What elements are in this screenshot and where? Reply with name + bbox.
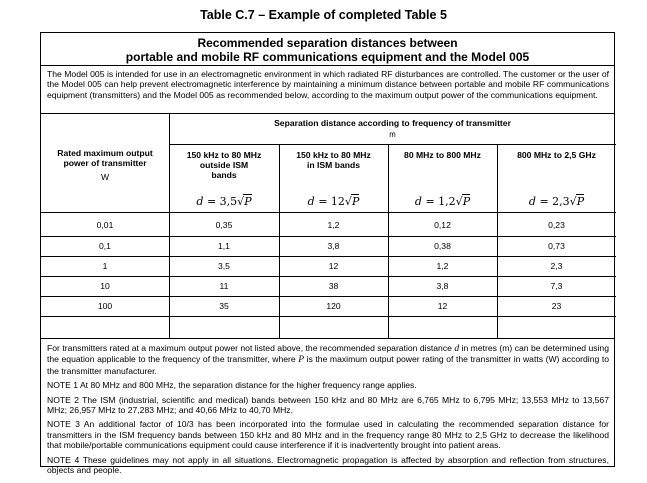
table-cell: 0,23 bbox=[548, 220, 565, 230]
table-cell: 3,8 bbox=[436, 281, 449, 291]
formula-col-2: d = 12√P bbox=[307, 195, 360, 208]
intro-paragraph: The Model 005 is intended for use in an electromagnetic environment in which radiated RF disturbances are controlled. The customer or the user of the Model 005 can help prevent electromagnetic interference by maintaining a minimum distance between portable and mobile RF communications equipment (transmitters) and the Model 005 as recommended below, according to the maximum output power of the communications equipment. bbox=[47, 69, 609, 100]
table-cell: 10 bbox=[100, 281, 110, 291]
notes-section bbox=[47, 343, 609, 479]
table-cell: 1,2 bbox=[436, 261, 449, 271]
row-divider bbox=[169, 144, 616, 145]
note-var-d: d bbox=[454, 344, 460, 354]
formula-sym: P bbox=[576, 195, 585, 208]
table-cell: 3,5 bbox=[218, 261, 230, 271]
col1-label-line: bands bbox=[211, 170, 237, 180]
column-header-3 bbox=[388, 150, 497, 160]
table-cell: 0,01 bbox=[96, 220, 114, 230]
separation-table bbox=[40, 32, 615, 476]
table-cell: 0,1 bbox=[99, 241, 111, 251]
formula-sym: P bbox=[244, 195, 252, 208]
distance-grid bbox=[41, 113, 614, 339]
rated-header-unit: W bbox=[100, 172, 110, 182]
column-header-4 bbox=[497, 150, 616, 160]
table-cell: 1,2 bbox=[327, 220, 340, 230]
formula-coef: 1,2 bbox=[438, 195, 456, 208]
column-header-1 bbox=[169, 150, 279, 180]
table-cell: 0,73 bbox=[548, 241, 565, 251]
col1-label-line: outside ISM bbox=[199, 160, 249, 170]
note-var-p: P bbox=[298, 355, 305, 366]
table-cell: 3,8 bbox=[327, 241, 340, 251]
table-cell: 1 bbox=[102, 261, 108, 271]
row-divider bbox=[41, 256, 616, 257]
separation-header: Separation distance according to frequency of transmitter bbox=[274, 118, 511, 128]
heading-line-1: Recommended separation distances between bbox=[197, 36, 458, 50]
heading-line-2: portable and mobile RF communications equipment and the Model 005 bbox=[125, 50, 530, 64]
note-1: NOTE 1 At 80 MHz and 800 MHz, the separation distance for the higher frequency range applies. bbox=[47, 380, 417, 391]
row-divider bbox=[41, 316, 616, 317]
note-text: For transmitters rated at a maximum output power not listed above, the recommended separation distance bbox=[47, 343, 455, 353]
formula-sym: P bbox=[351, 195, 360, 208]
formula-coef: 2,3 bbox=[552, 195, 570, 208]
table-cell: 12 bbox=[328, 261, 339, 271]
note-4: NOTE 4 These guidelines may not apply in all situations. Electromagnetic propagation is affected by absorption and reflection from structures, objects and people. bbox=[47, 454, 609, 476]
col2-label-line: in ISM bands bbox=[307, 160, 360, 170]
table-cell: 11 bbox=[219, 281, 229, 291]
rated-power-header bbox=[41, 148, 169, 182]
table-cell: 7,3 bbox=[550, 281, 563, 291]
table-cell: 35 bbox=[219, 301, 229, 311]
col4-label-line: 800 MHz to 2,5 GHz bbox=[517, 150, 596, 160]
row-divider bbox=[41, 296, 616, 297]
formula-coef: 3,5 bbox=[219, 195, 238, 208]
formula-var: d bbox=[528, 195, 536, 208]
note-3: NOTE 3 An additional factor of 10/3 has been incorporated into the formulae used in calculating the recommended separation distance for transmitters in the ISM frequency bands between 150 kHz and 80 MHz and in the frequency range 80 MHz to 2,5 GHz to decrease the likelihood that mobile/portable communications equipment could cause interference if it is inadvertently brought into patient areas. bbox=[47, 419, 609, 451]
formula-col-3: d = 1,2√P bbox=[414, 195, 471, 208]
row-divider bbox=[41, 212, 616, 213]
note-text: in metres (m) can be determined using the equation applicable to the frequency of the transmitter, where bbox=[47, 343, 609, 365]
col2-label-line: 150 kHz to 80 MHz bbox=[296, 150, 371, 160]
formula-coef: 12 bbox=[330, 195, 345, 208]
table-cell: 120 bbox=[326, 301, 341, 311]
rated-header-line-2: power of transmitter bbox=[63, 158, 147, 168]
table-cell: 2,3 bbox=[550, 261, 563, 271]
formula-var: d bbox=[196, 195, 204, 208]
table-cell: 1,1 bbox=[218, 241, 230, 251]
formula-var: d bbox=[307, 195, 315, 208]
formula-col-4: d = 2,3√P bbox=[528, 195, 585, 208]
formula-sym: P bbox=[462, 195, 471, 208]
table-cell: 100 bbox=[97, 301, 113, 311]
table-cell: 0,38 bbox=[434, 241, 451, 251]
formula-var: d bbox=[414, 195, 422, 208]
table-heading bbox=[41, 33, 614, 66]
column-header-2 bbox=[279, 150, 388, 170]
table-cell: 12 bbox=[437, 301, 448, 311]
note-2: NOTE 2 The ISM (industrial, scientific and medical) bands between 150 kHz and 80 MHz are 6,765 MHz to 6,795 MHz; 13,553 MHz to 13,567 MHz; 26,957 MHz to 27,283 MHz; and 40,66 MHz to 40,70 MHz. bbox=[47, 394, 609, 416]
note-text: is the maximum output power rating of the transmitter in watts (W) according to the transmitter manufacturer. bbox=[47, 354, 609, 376]
notes-paragraph bbox=[47, 343, 609, 376]
table-cell: 0,35 bbox=[215, 220, 233, 230]
col1-label-line: 150 kHz to 80 MHz bbox=[186, 150, 262, 160]
table-caption: Table C.7 – Example of completed Table 5 bbox=[200, 8, 447, 22]
row-divider bbox=[41, 276, 616, 277]
table-cell: 38 bbox=[328, 281, 339, 291]
row-divider bbox=[41, 236, 616, 237]
col3-label-line: 80 MHz to 800 MHz bbox=[404, 150, 481, 160]
separation-unit: m bbox=[389, 130, 396, 139]
table-cell: 23 bbox=[551, 301, 562, 311]
table-cell: 0,12 bbox=[434, 220, 451, 230]
rated-header-line-1: Rated maximum output bbox=[57, 148, 153, 158]
formula-col-1: d = 3,5√P bbox=[196, 195, 252, 208]
